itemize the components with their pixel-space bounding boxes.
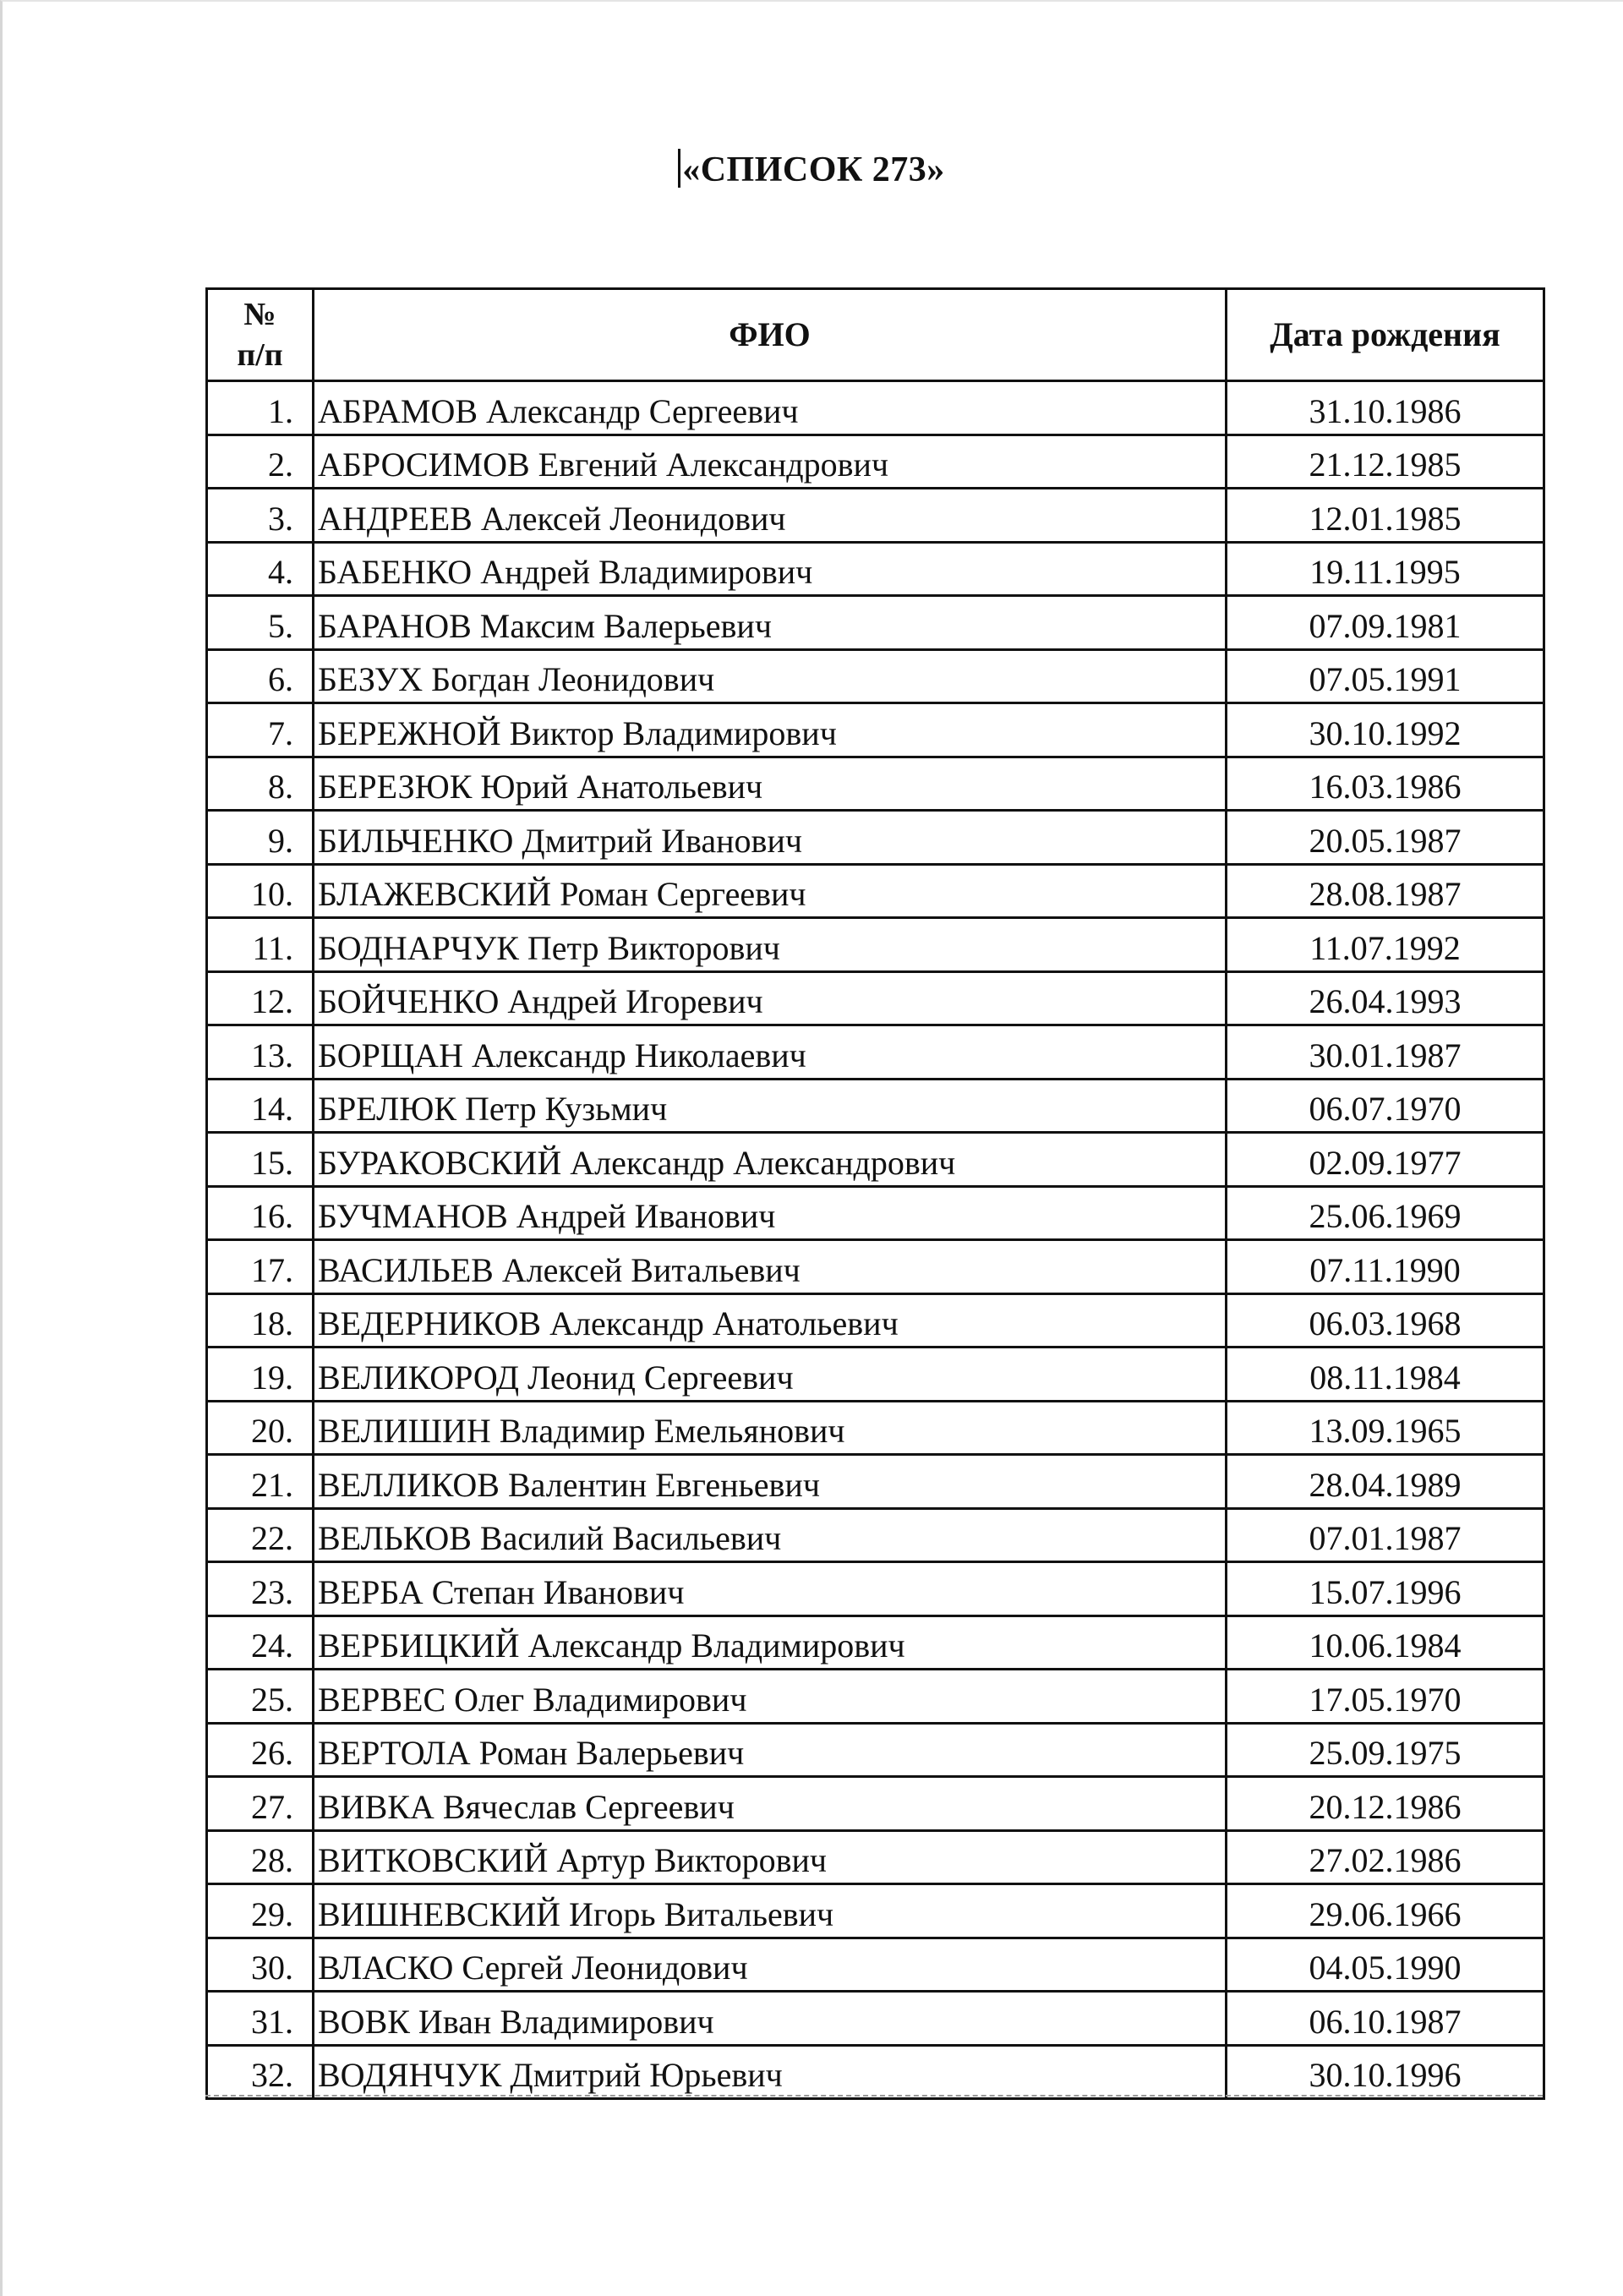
row-birth-date: 25.06.1969 [1227,1186,1544,1240]
row-birth-date: 08.11.1984 [1227,1348,1544,1402]
row-birth-date: 10.06.1984 [1227,1615,1544,1670]
table-row [207,1830,1544,1884]
row-name: БЕЗУХ Богдан Леонидович [314,649,1227,703]
table-row [207,1186,1544,1240]
row-name: ВЕРТОЛА Роман Валерьевич [314,1723,1227,1777]
row-birth-date: 20.05.1987 [1227,811,1544,865]
row-number: 26. [207,1723,314,1777]
table-row [207,1723,1544,1777]
row-birth-date: 11.07.1992 [1227,918,1544,972]
table-row [207,1025,1544,1080]
row-number: 2. [207,435,314,489]
row-number: 7. [207,703,314,757]
row-birth-date: 06.03.1968 [1227,1293,1544,1348]
row-number: 19. [207,1348,314,1402]
row-number: 10. [207,864,314,918]
table-row [207,1938,1544,1992]
header-number: № п/п [207,289,314,381]
row-name: БОЙЧЕНКО Андрей Игоревич [314,971,1227,1025]
row-name: ВЕЛИКОРОД Леонид Сергеевич [314,1348,1227,1402]
table-row [207,1401,1544,1455]
table-row [207,864,1544,918]
table-row [207,1293,1544,1348]
people-table [205,287,1545,2100]
row-name: БРЕЛЮК Петр Кузьмич [314,1079,1227,1133]
row-number: 12. [207,971,314,1025]
table-row [207,381,1544,435]
row-name: ВИШНЕВСКИЙ Игорь Витальевич [314,1884,1227,1938]
row-birth-date: 30.01.1987 [1227,1025,1544,1080]
table-row [207,1615,1544,1670]
row-number: 14. [207,1079,314,1133]
row-name: ВЕЛЬКОВ Василий Васильевич [314,1508,1227,1562]
row-number: 27. [207,1777,314,1831]
row-number: 17. [207,1240,314,1294]
row-birth-date: 28.04.1989 [1227,1455,1544,1509]
table-row [207,1508,1544,1562]
row-name: АНДРЕЕВ Алексей Леонидович [314,489,1227,543]
table-row [207,971,1544,1025]
document-title: «СПИСОК 273» [682,150,945,189]
row-birth-date: 16.03.1986 [1227,757,1544,811]
row-number: 5. [207,596,314,650]
table-row [207,1079,1544,1133]
row-number: 22. [207,1508,314,1562]
row-number: 31. [207,1992,314,2046]
table-row [207,1348,1544,1402]
row-birth-date: 04.05.1990 [1227,1938,1544,1992]
row-name: ВЛАСКО Сергей Леонидович [314,1938,1227,1992]
row-birth-date: 02.09.1977 [1227,1133,1544,1187]
row-name: ВЕДЕРНИКОВ Александр Анатольевич [314,1293,1227,1348]
row-name: ВИТКОВСКИЙ Артур Викторович [314,1830,1227,1884]
row-number: 1. [207,381,314,435]
row-number: 32. [207,2045,314,2099]
row-name: БУЧМАНОВ Андрей Иванович [314,1186,1227,1240]
table-row [207,596,1544,650]
row-name: ВОВК Иван Владимирович [314,1992,1227,2046]
table-body [207,381,1544,2099]
page-cut-line [205,2095,1543,2096]
row-number: 24. [207,1615,314,1670]
row-birth-date: 31.10.1986 [1227,381,1544,435]
row-birth-date: 29.06.1966 [1227,1884,1544,1938]
row-birth-date: 25.09.1975 [1227,1723,1544,1777]
table-row [207,1455,1544,1509]
table-row [207,757,1544,811]
row-number: 28. [207,1830,314,1884]
row-birth-date: 28.08.1987 [1227,864,1544,918]
row-number: 25. [207,1670,314,1724]
document-title-block [0,149,1623,190]
text-cursor [678,149,680,188]
row-birth-date: 15.07.1996 [1227,1562,1544,1616]
row-number: 21. [207,1455,314,1509]
table-row [207,542,1544,596]
row-birth-date: 30.10.1996 [1227,2045,1544,2099]
row-number: 3. [207,489,314,543]
row-number: 15. [207,1133,314,1187]
table-row [207,918,1544,972]
row-birth-date: 21.12.1985 [1227,435,1544,489]
row-name: БАБЕНКО Андрей Владимирович [314,542,1227,596]
row-birth-date: 07.01.1987 [1227,1508,1544,1562]
table-row [207,1240,1544,1294]
row-name: ВЕРБА Степан Иванович [314,1562,1227,1616]
row-name: ВЕРВЕС Олег Владимирович [314,1670,1227,1724]
row-birth-date: 07.11.1990 [1227,1240,1544,1294]
row-birth-date: 07.05.1991 [1227,649,1544,703]
table-row [207,2045,1544,2099]
row-number: 16. [207,1186,314,1240]
table-row [207,1992,1544,2046]
row-name: БУРАКОВСКИЙ Александр Александрович [314,1133,1227,1187]
row-number: 23. [207,1562,314,1616]
row-number: 13. [207,1025,314,1080]
row-birth-date: 13.09.1965 [1227,1401,1544,1455]
row-birth-date: 20.12.1986 [1227,1777,1544,1831]
row-birth-date: 30.10.1992 [1227,703,1544,757]
row-number: 18. [207,1293,314,1348]
row-name: БЛАЖЕВСКИЙ Роман Сергеевич [314,864,1227,918]
row-name: АБРОСИМОВ Евгений Александрович [314,435,1227,489]
row-name: БОДНАРЧУК Петр Викторович [314,918,1227,972]
row-birth-date: 06.10.1987 [1227,1992,1544,2046]
row-name: ВОДЯНЧУК Дмитрий Юрьевич [314,2045,1227,2099]
row-birth-date: 17.05.1970 [1227,1670,1544,1724]
row-number: 4. [207,542,314,596]
table-row [207,703,1544,757]
row-birth-date: 26.04.1993 [1227,971,1544,1025]
row-birth-date: 07.09.1981 [1227,596,1544,650]
table-row [207,435,1544,489]
row-name: ВИВКА Вячеслав Сергеевич [314,1777,1227,1831]
row-number: 20. [207,1401,314,1455]
row-number: 6. [207,649,314,703]
row-birth-date: 06.07.1970 [1227,1079,1544,1133]
row-number: 30. [207,1938,314,1992]
row-name: БОРЩАН Александр Николаевич [314,1025,1227,1080]
row-name: ВЕЛИШИН Владимир Емельянович [314,1401,1227,1455]
row-number: 11. [207,918,314,972]
table-row [207,811,1544,865]
row-name: АБРАМОВ Александр Сергеевич [314,381,1227,435]
row-name: ВЕРБИЦКИЙ Александр Владимирович [314,1615,1227,1670]
table-row [207,1777,1544,1831]
row-birth-date: 27.02.1986 [1227,1830,1544,1884]
row-birth-date: 19.11.1995 [1227,542,1544,596]
row-number: 8. [207,757,314,811]
row-name: БИЛЬЧЕНКО Дмитрий Иванович [314,811,1227,865]
table-row [207,1562,1544,1616]
table-header-row [207,289,1544,381]
table-row [207,1884,1544,1938]
row-name: БЕРЕЖНОЙ Виктор Владимирович [314,703,1227,757]
table-row [207,489,1544,543]
table-row [207,649,1544,703]
row-name: БАРАНОВ Максим Валерьевич [314,596,1227,650]
table-row [207,1670,1544,1724]
header-birth-date: Дата рождения [1227,289,1544,381]
row-number: 9. [207,811,314,865]
table-row [207,1133,1544,1187]
row-name: ВАСИЛЬЕВ Алексей Витальевич [314,1240,1227,1294]
header-name: ФИО [314,289,1227,381]
row-birth-date: 12.01.1985 [1227,489,1544,543]
row-number: 29. [207,1884,314,1938]
row-name: БЕРЕЗЮК Юрий Анатольевич [314,757,1227,811]
row-name: ВЕЛЛИКОВ Валентин Евгеньевич [314,1455,1227,1509]
